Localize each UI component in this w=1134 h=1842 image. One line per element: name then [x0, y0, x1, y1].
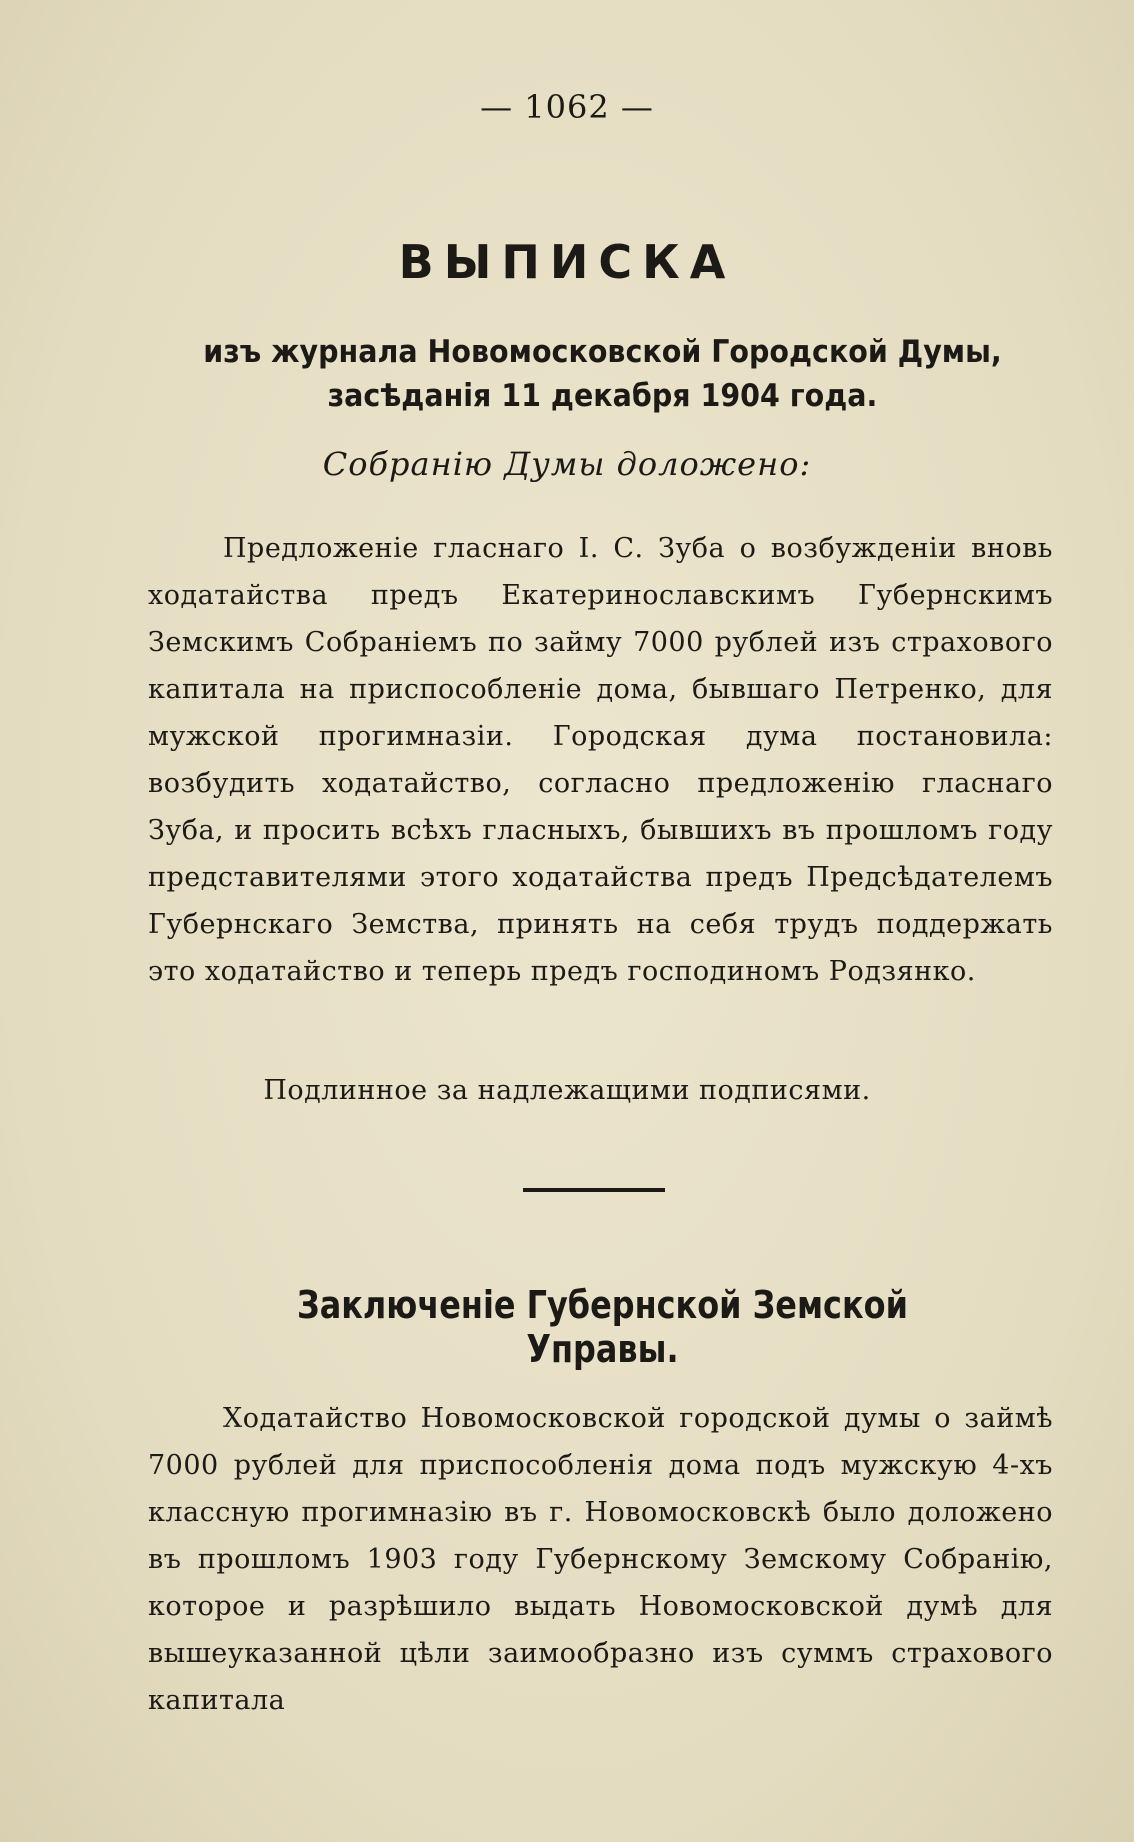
- paragraph-proposal: Предложеніе гласнаго І. С. Зуба о возбужденіи вновь ходатайства предъ Екатеринославскимъ Губернскимъ Земскимъ Собраніемъ по займу 7000 рублей изъ страхового капитала на приспособленіе дома, бывшаго Петренко, для мужской прогимназіи. Городская дума постановила: возбудить ходатайство, согласно предложенію гласнаго Зуба, и просить всѣхъ гласныхъ, бывшихъ въ прошломъ году представителями этого ходатайства предъ Предсѣдателемъ Губернскаго Земства, принять на себя трудъ поддержать это ходатайство и теперь предъ господиномъ Родзянко.: [148, 533, 1053, 987]
- page-number: — 1062 —: [480, 88, 654, 126]
- signature-note: Подлинное за надлежащими подписями.: [263, 1075, 871, 1106]
- reported-line: Собранію Думы доложено:: [322, 445, 812, 483]
- document-title: ВЫПИСКА: [398, 235, 736, 289]
- paragraph-conclusion: Ходатайство Новомосковской городской думы о займѣ 7000 рублей для приспособленія дома подъ мужскую 4-хъ классную прогимназію въ г. Новомосковскѣ было доложено въ прошломъ 1903 году Губернскому Земскому Собранію, которое и разрѣшило выдать Новомосковской думѣ для вышеуказанной цѣли заимообразно изъ суммъ страхового капитала: [148, 1403, 1053, 1716]
- section-divider: [523, 1188, 665, 1192]
- section-heading: Заключеніе Губернской Земской Управы.: [297, 1283, 908, 1371]
- document-subtitle: изъ журнала Новомосковской Городской Думы, засѣданія 11 декабря 1904 года.: [203, 334, 1002, 414]
